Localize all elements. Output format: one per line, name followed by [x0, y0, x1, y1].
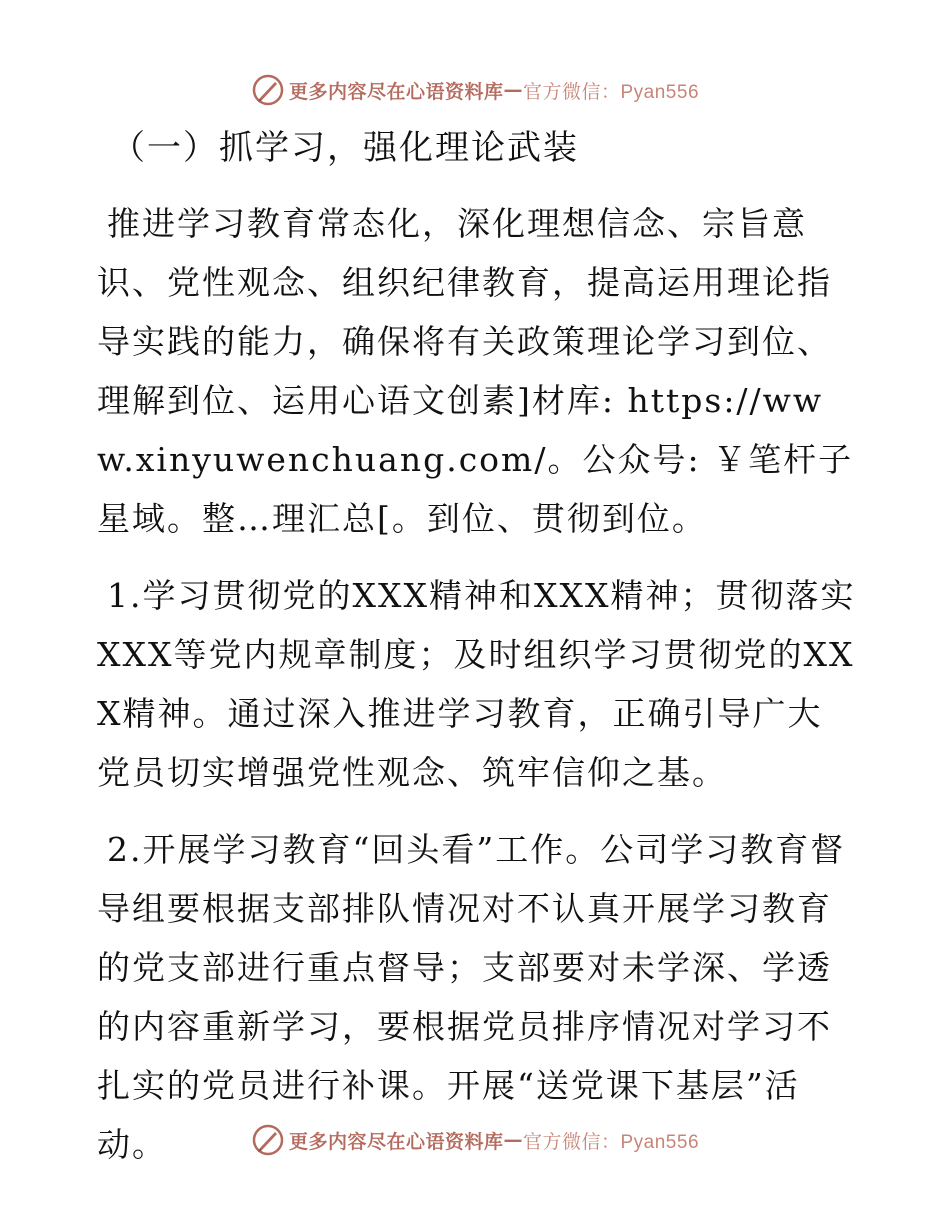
paragraph-item-2: 2.开展学习教育“回头看”工作。公司学习教育督导组要根据支部排队情况对不认真开展学习教育的党支部进行重点督导；支部要对未学深、学透的内容重新学习，要根据党员排序情况对学习不扎实的党员进行补课。开展“送党课下基层”活动。: [97, 830, 846, 1164]
watermark-text: 更多内容尽在心语资料库: [288, 1130, 504, 1153]
watermark-separator: —: [503, 79, 523, 101]
watermark-wechat: 官方微信：Pyan556: [523, 1131, 700, 1153]
paragraph-item-1: 1.学习贯彻党的XXX精神和XXX精神；贯彻落实XXX等党内规章制度；及时组织学习贯彻党的XXX精神。通过深入推进学习教育，正确引导广大党员切实增强党性观念、筑牢信仰之基。: [97, 576, 856, 792]
document-body: [97, 120, 857, 1192]
watermark-wechat: 官方微信：Pyan556: [523, 81, 700, 103]
paragraph-intro: 推进学习教育常态化，深化理想信念、宗旨意识、党性观念、组织纪律教育，提高运用理论指导实践的能力，确保将有关政策理论学习到位、理解到位、运用心语文创素]材库: https://www.xinyuwenchuang.com/。公众号: ￥笔杆子星域。整…理汇总[。到位、贯彻到位。: [97, 204, 854, 538]
watermark-banner-bottom: [0, 1120, 950, 1160]
section-heading: （一）抓学习，强化理论武装: [111, 128, 579, 168]
watermark-banner-top: [0, 70, 950, 110]
watermark-separator: —: [503, 1129, 523, 1151]
feather-pen-logo-icon: [251, 1123, 285, 1157]
watermark-text: 更多内容尽在心语资料库: [288, 80, 504, 103]
feather-pen-logo-icon: [251, 73, 285, 107]
